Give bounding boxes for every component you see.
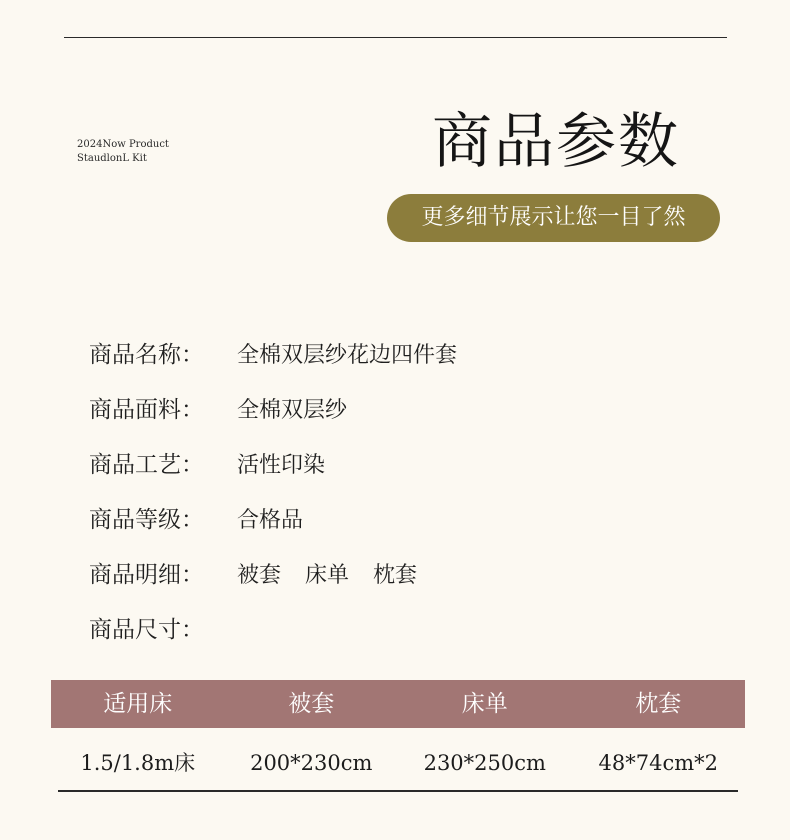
spec-label: 商品等级：	[89, 507, 204, 533]
spec-row-contents	[89, 554, 729, 609]
top-divider	[64, 37, 727, 38]
table-cell: 230*250cm	[423, 751, 546, 775]
page-title: 商品参数	[432, 107, 680, 177]
spec-row-process	[89, 444, 729, 499]
contents-item: 床单	[305, 563, 350, 588]
table-cell: 1.5/1.8m床	[80, 751, 196, 775]
spec-list	[89, 334, 729, 664]
spec-value	[237, 555, 441, 597]
spec-row-name	[89, 334, 729, 389]
brand-tagline	[77, 138, 169, 166]
column-header: 被套	[288, 691, 335, 717]
brand-line-2: StaudlonL Kit	[77, 153, 147, 164]
column-header: 床单	[461, 691, 508, 717]
table-cell: 200*230cm	[250, 751, 373, 775]
spec-value: 合格品	[237, 508, 304, 533]
spec-row-grade	[89, 499, 729, 554]
column-header: 适用床	[103, 691, 173, 717]
spec-label: 商品工艺：	[89, 452, 204, 478]
size-table	[51, 680, 745, 794]
spec-value: 全棉双层纱	[237, 398, 348, 423]
spec-label: 商品面料：	[89, 397, 204, 423]
table-cell: 48*74cm*2	[598, 751, 718, 775]
bottom-divider	[58, 790, 738, 792]
subtitle-badge: 更多细节展示让您一目了然	[387, 194, 720, 242]
size-table-header	[51, 680, 745, 728]
brand-line-1: 2024Now Product	[77, 139, 169, 150]
table-row	[51, 728, 745, 794]
spec-row-fabric	[89, 389, 729, 444]
spec-value: 活性印染	[237, 453, 326, 478]
spec-row-size	[89, 609, 729, 664]
spec-label: 商品名称：	[89, 342, 204, 368]
spec-value: 全棉双层纱花边四件套	[237, 343, 458, 368]
contents-item: 被套	[237, 563, 282, 588]
contents-item: 枕套	[373, 563, 418, 588]
column-header: 枕套	[635, 691, 682, 717]
spec-label: 商品尺寸：	[89, 617, 204, 643]
spec-label: 商品明细：	[89, 562, 204, 588]
